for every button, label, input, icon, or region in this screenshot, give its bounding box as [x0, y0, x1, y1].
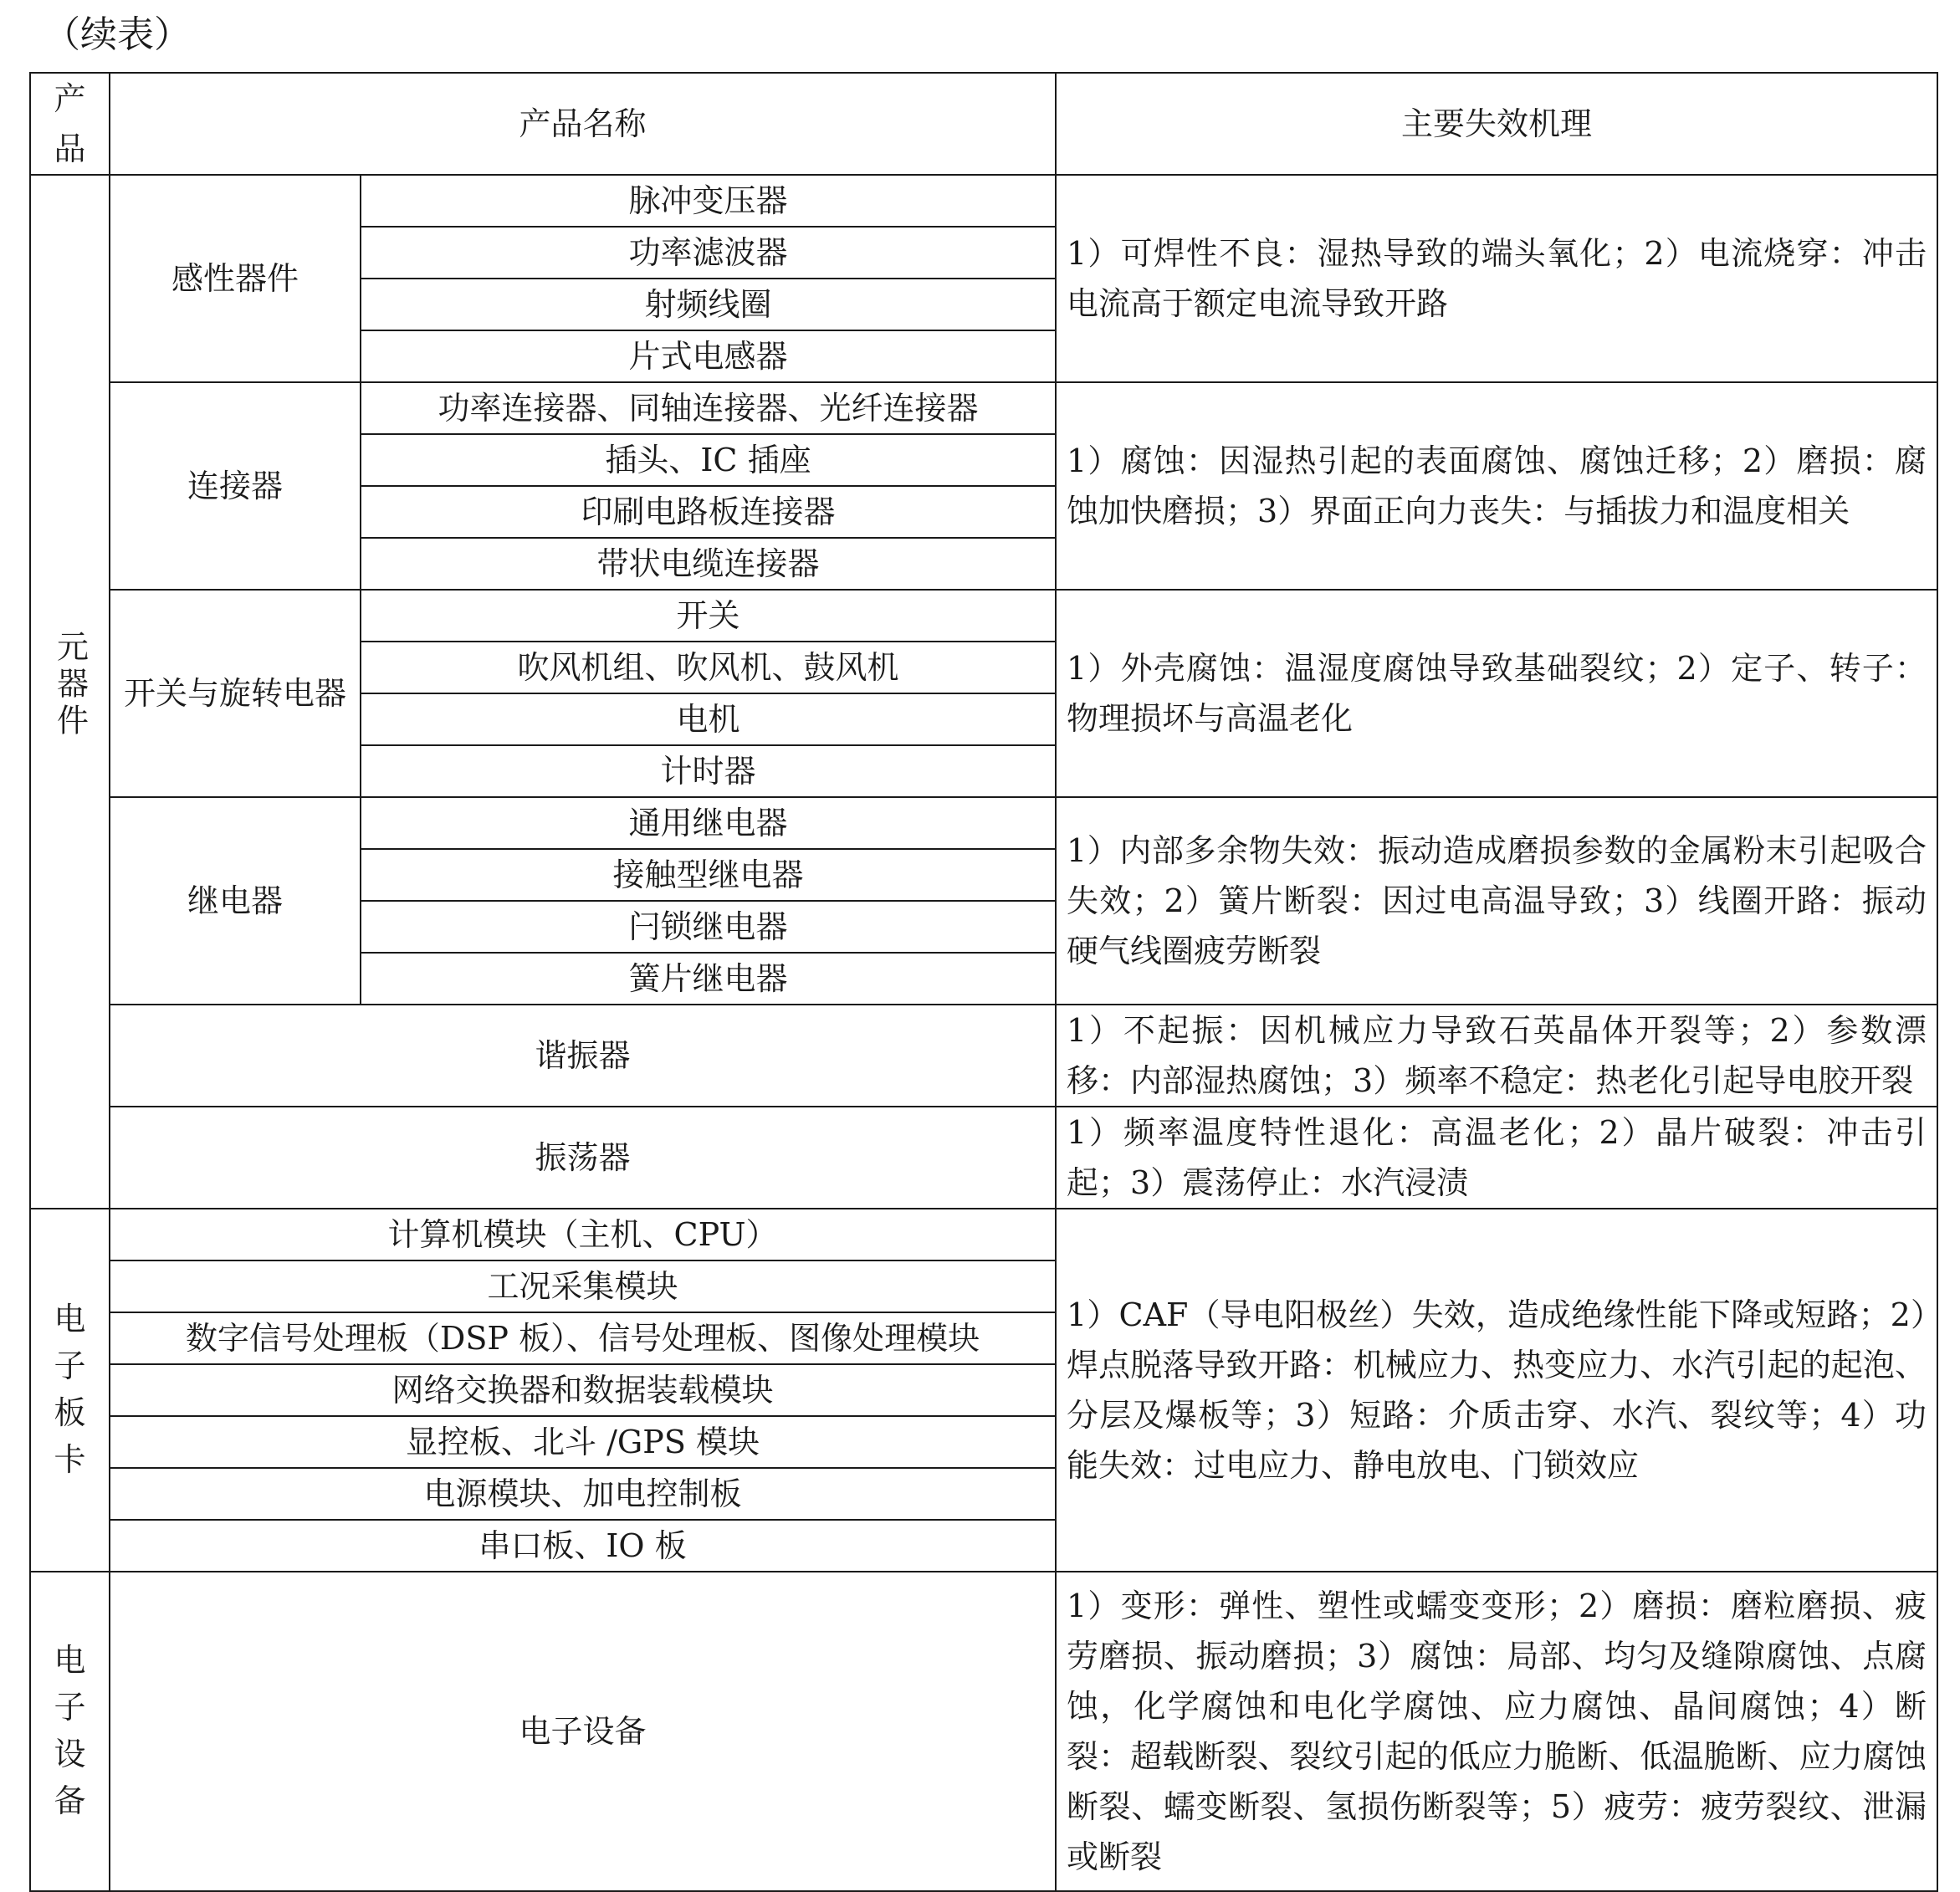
group-boards-text: 电子板卡 — [54, 1301, 86, 1478]
table-row — [30, 382, 1937, 434]
item-cell: 计时器 — [361, 745, 1056, 797]
group-components-label — [30, 175, 110, 1209]
table-row — [30, 1209, 1937, 1260]
item-cell: 带状电缆连接器 — [361, 538, 1056, 590]
item-cell: 开关 — [361, 590, 1056, 642]
item-cell: 接触型继电器 — [361, 849, 1056, 901]
item-cell: 射频线圈 — [361, 279, 1056, 330]
item-cell: 插头、IC 插座 — [361, 434, 1056, 486]
table-row — [30, 1572, 1937, 1891]
item-cell: 电源模块、加电控制板 — [110, 1468, 1056, 1520]
header-product: 产品 — [30, 73, 110, 175]
item-cell: 通用继电器 — [361, 797, 1056, 849]
group-equipment-text: 电子设备 — [54, 1642, 86, 1819]
mechanism-connectors: 1）腐蚀：因湿热引起的表面腐蚀、腐蚀迁移；2）磨损：腐蚀加快磨损；3）界面正向力丧失：与插拔力和温度相关 — [1056, 382, 1937, 590]
category-equipment: 电子设备 — [110, 1572, 1056, 1891]
group-components-text: 元器件 — [51, 629, 89, 740]
failure-mechanism-table — [29, 72, 1938, 1892]
item-cell: 印刷电路板连接器 — [361, 486, 1056, 538]
table-row — [30, 175, 1937, 227]
item-cell: 网络交换器和数据装载模块 — [110, 1364, 1056, 1416]
category-relays: 继电器 — [110, 797, 361, 1005]
table-caption: （续表） — [43, 13, 191, 56]
item-cell: 工况采集模块 — [110, 1260, 1056, 1312]
header-mechanism: 主要失效机理 — [1056, 73, 1937, 175]
item-cell: 功率滤波器 — [361, 227, 1056, 279]
category-switches: 开关与旋转电器 — [110, 590, 361, 797]
table-row — [30, 797, 1937, 849]
item-cell: 吹风机组、吹风机、鼓风机 — [361, 642, 1056, 693]
item-cell: 计算机模块（主机、CPU） — [110, 1209, 1056, 1260]
mechanism-switches: 1）外壳腐蚀：温湿度腐蚀导致基础裂纹；2）定子、转子：物理损坏与高温老化 — [1056, 590, 1937, 797]
group-equipment-label — [30, 1572, 110, 1891]
header-product-name: 产品名称 — [110, 73, 1056, 175]
item-cell: 簧片继电器 — [361, 953, 1056, 1005]
item-cell: 功率连接器、同轴连接器、光纤连接器 — [361, 382, 1056, 434]
mechanism-equipment: 1）变形：弹性、塑性或蠕变变形；2）磨损：磨粒磨损、疲劳磨损、振动磨损；3）腐蚀：局部、均匀及缝隙腐蚀、点腐蚀，化学腐蚀和电化学腐蚀、应力腐蚀、晶间腐蚀；4）断裂：超载断裂、裂纹引起的低应力脆断、低温脆断、应力腐蚀断裂、蠕变断裂、氢损伤断裂等；5）疲劳：疲劳裂纹、泄漏或断裂 — [1056, 1572, 1937, 1891]
item-cell: 脉冲变压器 — [361, 175, 1056, 227]
item-cell: 电机 — [361, 693, 1056, 745]
item-cell: 闩锁继电器 — [361, 901, 1056, 953]
table-row — [30, 590, 1937, 642]
group-boards-label — [30, 1209, 110, 1572]
header-row — [30, 73, 1937, 175]
mechanism-inductive: 1）可焊性不良：湿热导致的端头氧化；2）电流烧穿：冲击电流高于额定电流导致开路 — [1056, 175, 1937, 382]
item-cell: 显控板、北斗 /GPS 模块 — [110, 1416, 1056, 1468]
category-inductive: 感性器件 — [110, 175, 361, 382]
table-row — [30, 1005, 1937, 1107]
category-oscillator: 振荡器 — [110, 1107, 1056, 1209]
table-row — [30, 1107, 1937, 1209]
item-cell: 片式电感器 — [361, 330, 1056, 382]
mechanism-resonator: 1）不起振：因机械应力导致石英晶体开裂等；2）参数漂移：内部湿热腐蚀；3）频率不稳定：热老化引起导电胶开裂 — [1056, 1005, 1937, 1107]
item-cell: 数字信号处理板（DSP 板）、信号处理板、图像处理模块 — [110, 1312, 1056, 1364]
item-cell: 串口板、IO 板 — [110, 1520, 1056, 1572]
category-connectors: 连接器 — [110, 382, 361, 590]
mechanism-relays: 1）内部多余物失效：振动造成磨损参数的金属粉末引起吸合失效；2）簧片断裂：因过电高温导致；3）线圈开路：振动硬气线圈疲劳断裂 — [1056, 797, 1937, 1005]
mechanism-boards: 1）CAF（导电阳极丝）失效，造成绝缘性能下降或短路；2）焊点脱落导致开路：机械应力、热变应力、水汽引起的起泡、分层及爆板等；3）短路：介质击穿、水汽、裂纹等；4）功能失效：过电应力、静电放电、门锁效应 — [1056, 1209, 1937, 1572]
category-resonator: 谐振器 — [110, 1005, 1056, 1107]
mechanism-oscillator: 1）频率温度特性退化：高温老化；2）晶片破裂：冲击引起；3）震荡停止：水汽浸渍 — [1056, 1107, 1937, 1209]
